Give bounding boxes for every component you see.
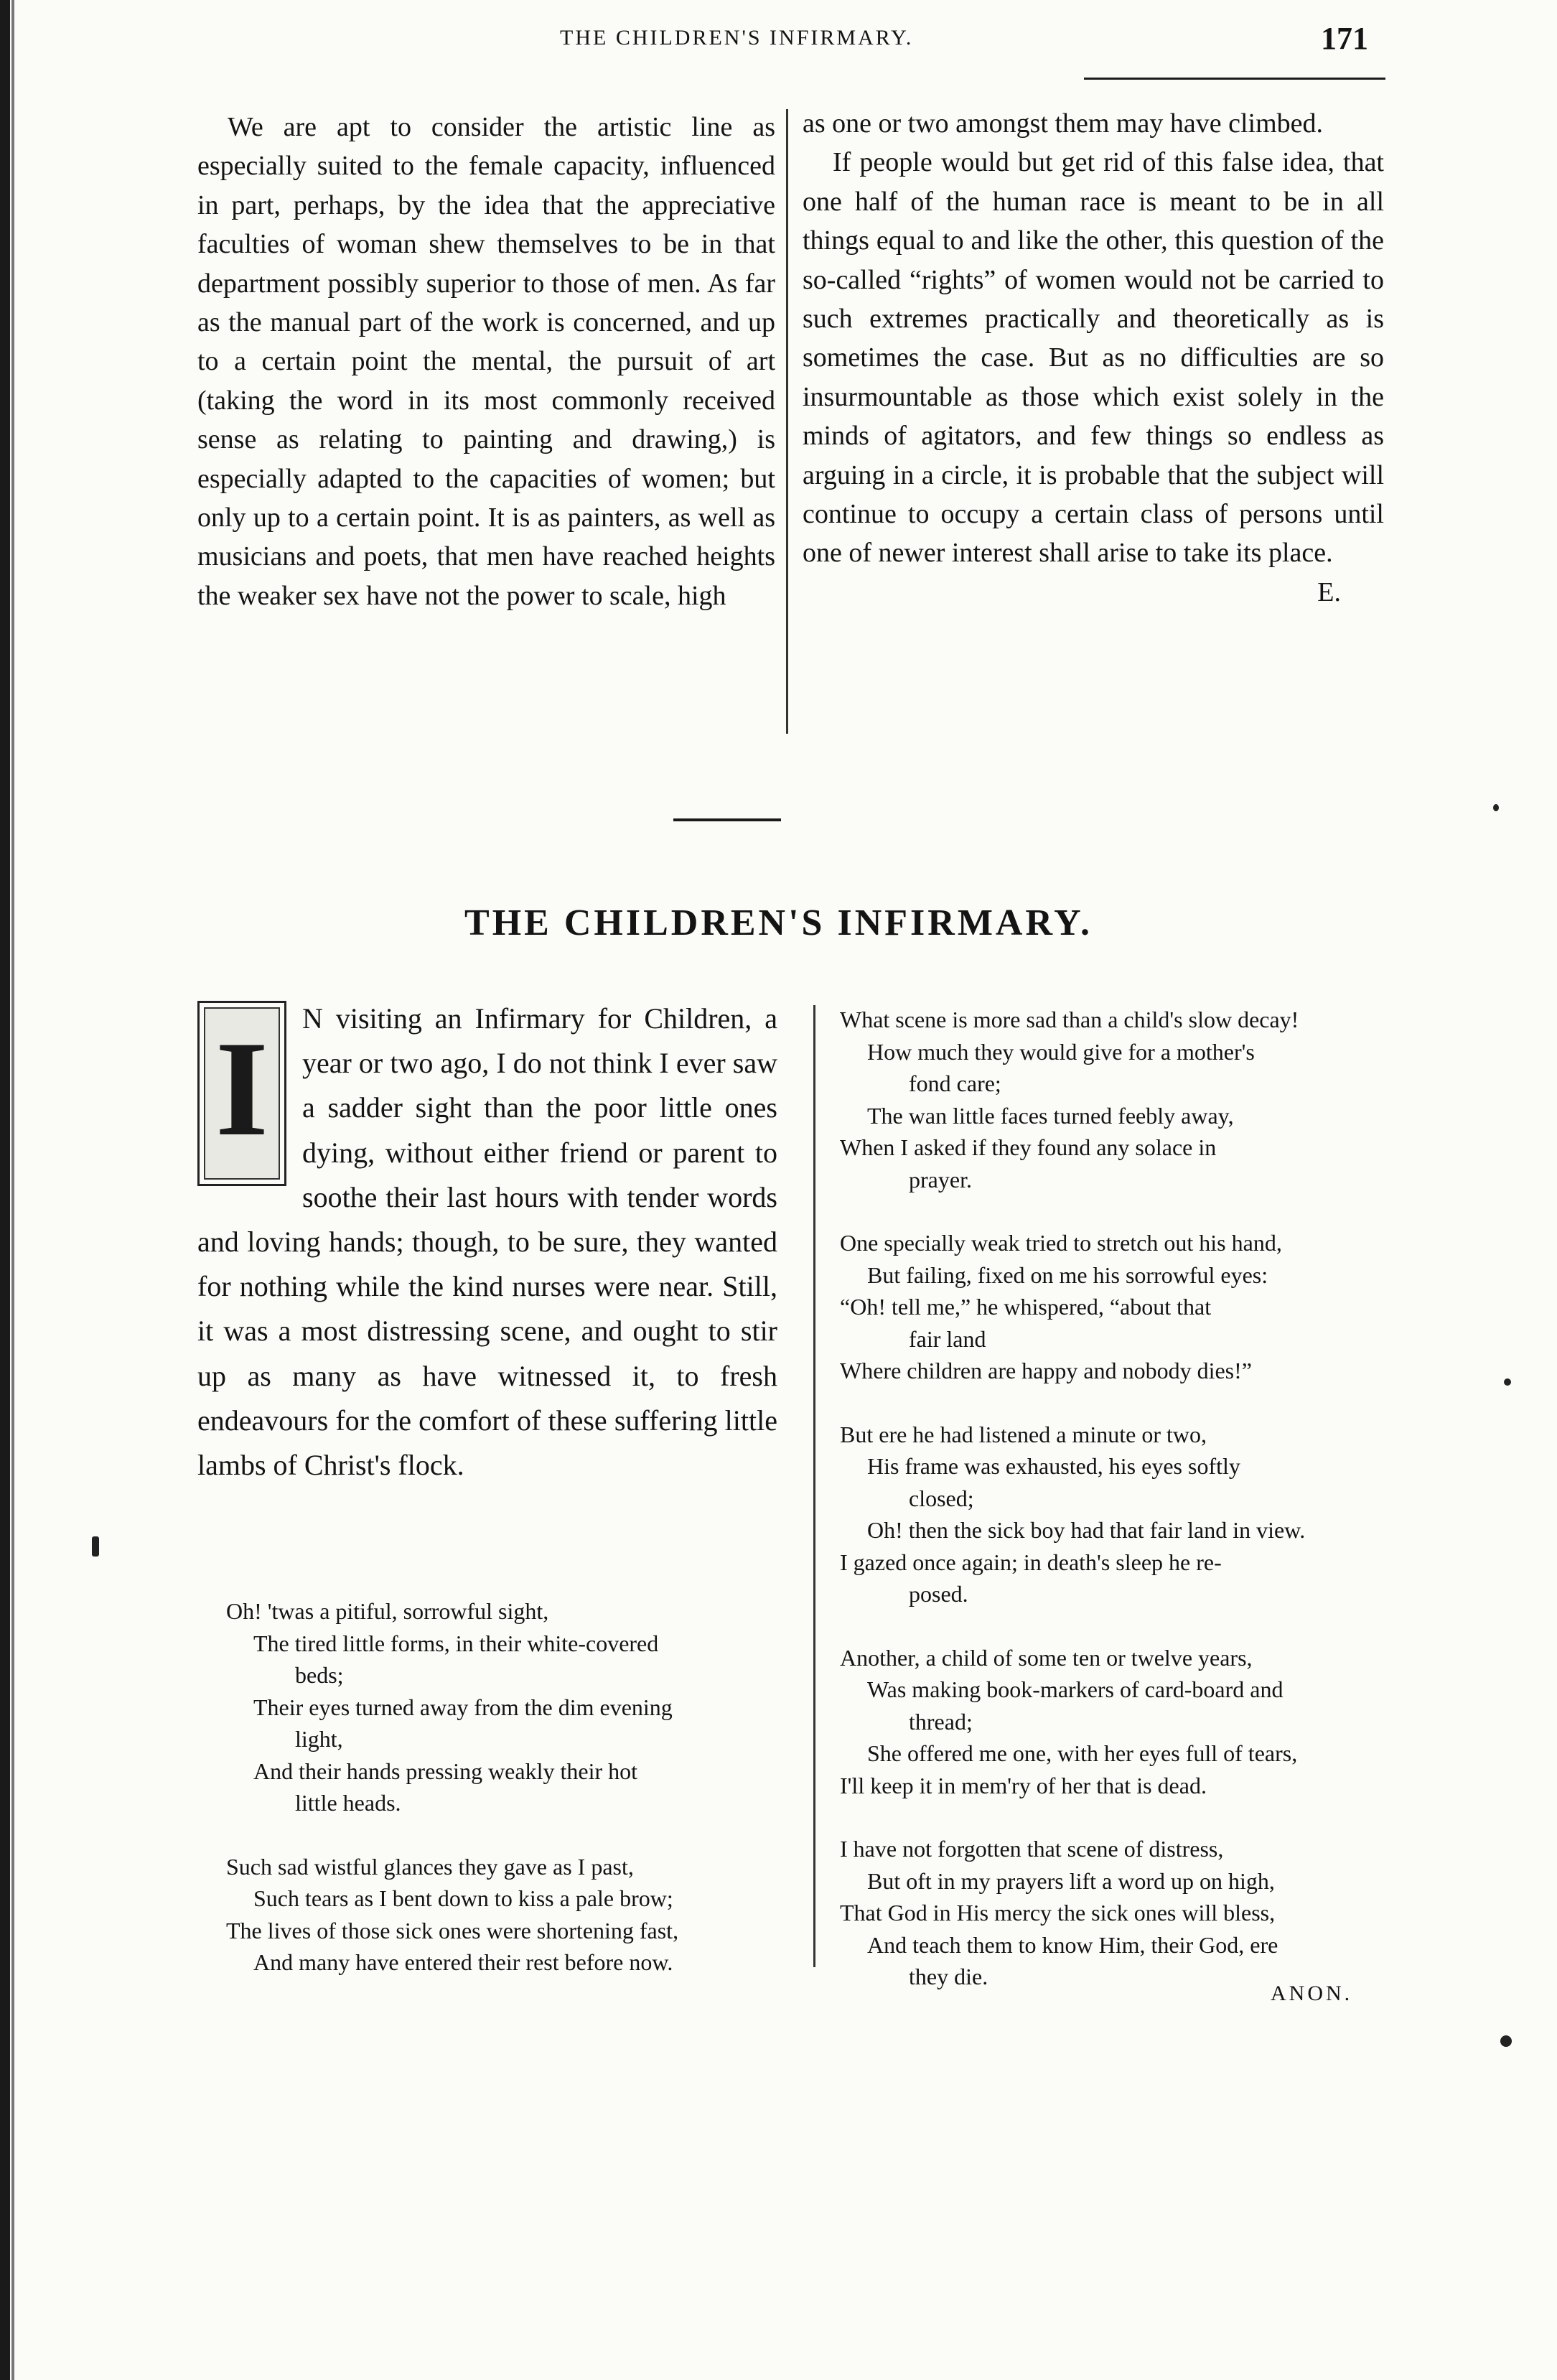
essay-paragraph-text: If people would but get rid of this false idea, that one half of the human race is meant to be in all things equal to and like the other, this question of the so-called “rights” of women would not be carried to such extremes practically and theoretically as is sometimes the case. But as no difficulties are so insurmountable as those which exist solely in the minds of agitators, and few things so endless as arguing in a circle, it is probable that the subject will continue to occupy a certain class of persons until one of newer interest shall arise to take its place.: [803, 147, 1384, 569]
running-head: THE CHILDREN'S INFIRMARY.: [560, 26, 914, 50]
poem-line: I gazed once again; in death's sleep he re-: [840, 1549, 1222, 1575]
poem-line: But ere he had listened a minute or two,: [840, 1421, 1207, 1447]
poem-line: His frame was exhausted, his eyes softly: [867, 1453, 1240, 1479]
poem-line: Where children are happy and nobody dies!”: [840, 1358, 1252, 1383]
poem-stanza: [840, 1227, 1400, 1387]
essay-continuation: as one or two amongst them may have climbed.: [803, 108, 1323, 139]
article-intro-paragraph: [197, 997, 777, 1488]
print-speck: [92, 1536, 99, 1557]
poem-line: The wan little faces turned feebly away,: [867, 1102, 1234, 1129]
essay-signature: E.: [1317, 577, 1341, 607]
poem-line: fair land: [909, 1325, 986, 1352]
poem-line: I'll keep it in mem'ry of her that is dead.: [840, 1772, 1207, 1798]
poem-line: And teach them to know Him, their God, ere: [867, 1931, 1278, 1958]
poem-stanza: [226, 1595, 779, 1819]
poem-line: I have not forgotten that scene of distress,: [840, 1836, 1224, 1862]
poem-line: Such sad wistful glances they gave as I past,: [226, 1853, 634, 1880]
poem-line: Their eyes turned away from the dim evening: [253, 1694, 673, 1720]
poem-line: But oft in my prayers lift a word up on high,: [867, 1867, 1275, 1894]
article-title: THE CHILDREN'S INFIRMARY.: [464, 902, 1093, 943]
poem-line: Another, a child of some ten or twelve years,: [840, 1644, 1253, 1671]
poem-line: fond care;: [909, 1070, 1001, 1096]
poem-line: Was making book-markers of card-board and: [867, 1676, 1284, 1702]
column-divider-bottom: [813, 1005, 815, 1967]
poem-line: Such tears as I bent down to kiss a pale brow;: [253, 1885, 673, 1911]
book-binding-edge: [0, 0, 10, 2380]
poem-line: beds;: [295, 1662, 344, 1688]
essay-paragraph-right: [803, 143, 1384, 607]
essay-right-column: [803, 104, 1384, 612]
essay-left-column: [197, 108, 775, 615]
poem-stanza: [840, 1833, 1400, 1993]
poem-stanza: [840, 1419, 1400, 1610]
article-intro-text: N visiting an Infirmary for Children, a year or two ago, I do not think I ever saw a sadder sight than the poor little ones dying, without either friend or parent to soothe their last hours with tender words and loving hands; though, to be sure, they wanted for nothing while the kind nurses were near. Still, it was a most distressing scene, and ought to stir up as many as have witnessed it, to fresh endeavours for the comfort of these suffering little lambs of Christ's flock.: [197, 1002, 777, 1482]
article-prose: [197, 997, 777, 1488]
book-binding-shadow: [11, 0, 14, 2380]
print-speck: [1493, 804, 1499, 811]
poem-line: closed;: [909, 1485, 974, 1511]
poem-line: Oh! 'twas a pitiful, sorrowful sight,: [226, 1598, 549, 1624]
poem-line: prayer.: [909, 1166, 972, 1193]
poem-line: What scene is more sad than a child's slow decay!: [840, 1007, 1299, 1032]
page-number: 171: [1321, 21, 1368, 56]
poem-stanza: [226, 1851, 779, 1979]
poem-line: When I asked if they found any solace in: [840, 1134, 1217, 1160]
poem-stanza: [840, 1004, 1400, 1195]
poem-attribution: ANON.: [1271, 1982, 1353, 2005]
poem-line: And their hands pressing weakly their hot: [253, 1758, 637, 1784]
poem-line: Oh! then the sick boy had that fair land in view.: [867, 1517, 1306, 1543]
ornamental-drop-cap: I: [197, 1001, 286, 1186]
poem-line: How much they would give for a mother's: [867, 1038, 1255, 1065]
section-separator-rule: [673, 818, 781, 821]
poem-line: thread;: [909, 1708, 973, 1735]
poem-line: But failing, fixed on me his sorrowful eyes:: [867, 1261, 1268, 1288]
print-speck: [1504, 1378, 1511, 1386]
poem-line: One specially weak tried to stretch out his hand,: [840, 1230, 1282, 1256]
poem-stanza: [840, 1642, 1400, 1802]
poem-right-column: [840, 1004, 1400, 2025]
poem-left-column: [226, 1595, 779, 2010]
poem-line: And many have entered their rest before now.: [253, 1949, 673, 1975]
poem-line: posed.: [909, 1581, 968, 1607]
poem-line: they die.: [909, 1964, 988, 1989]
poem-line: The lives of those sick ones were shortening fast,: [226, 1917, 679, 1943]
poem-line: The tired little forms, in their white-covered: [253, 1630, 659, 1656]
poem-line: That God in His mercy the sick ones will bless,: [840, 1900, 1276, 1926]
header-rule: [1084, 78, 1385, 80]
print-speck: [1500, 2035, 1512, 2047]
poem-line: little heads.: [295, 1790, 401, 1816]
essay-paragraph-left: We are apt to consider the artistic line as especially suited to the female capacity, influenced in part, perhaps, by the idea that the appreciative faculties of woman shew themselves to be in that department possibly superior to those of men. As far as the manual part of the work is concerned, and up to a certain point the mental, the pursuit of art (taking the word in its most commonly received sense as relating to painting and drawing,) is especially adapted to the capacities of women; but only up to a certain point. It is as painters, as well as musicians and poets, that men have reached heights the weaker sex have not the power to scale, high: [197, 112, 775, 611]
poem-line: “Oh! tell me,” he whispered, “about that: [840, 1294, 1212, 1320]
poem-line: She offered me one, with her eyes full of tears,: [867, 1740, 1298, 1766]
poem-line: light,: [295, 1726, 343, 1752]
column-divider-top: [786, 109, 788, 734]
